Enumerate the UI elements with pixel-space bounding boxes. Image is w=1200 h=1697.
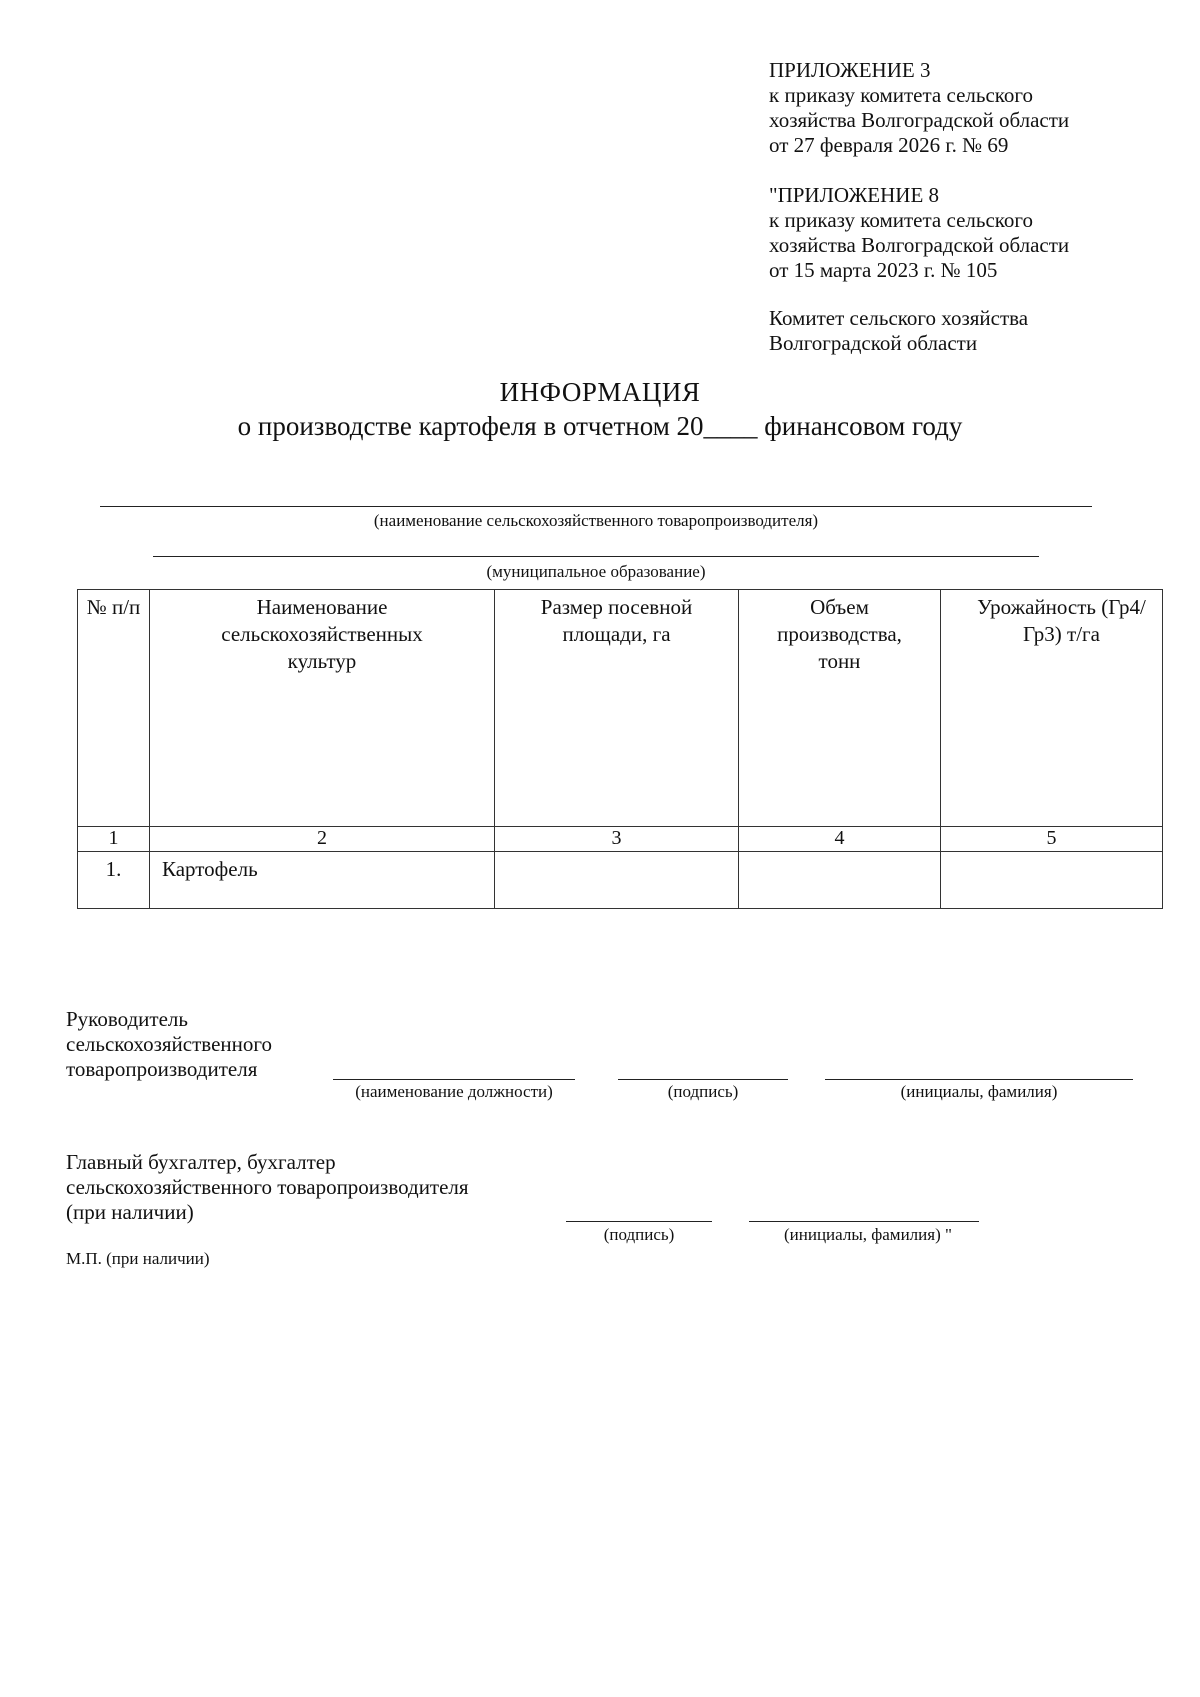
column-number: 5	[941, 827, 1163, 852]
appendix-3-block	[769, 58, 1069, 158]
table-header-row	[78, 590, 1163, 827]
addressee-line2: Волгоградской области	[769, 331, 978, 355]
row-sown-area-cell[interactable]	[495, 852, 739, 909]
municipality-caption: (муниципальное образование)	[486, 562, 706, 581]
accountant-label-line1: Главный бухгалтер, бухгалтер	[66, 1150, 336, 1174]
appendix-3-line1: к приказу комитета сельского	[769, 83, 1034, 107]
appendix-3-line3: от 27 февраля 2026 г. № 69	[769, 133, 1009, 157]
column-number: 3	[495, 827, 739, 852]
municipality-line	[153, 556, 1039, 557]
head-position-caption: (наименование должности)	[355, 1082, 553, 1101]
accountant-signature-label	[66, 1150, 469, 1225]
producer-name-line	[100, 506, 1092, 507]
accountant-signature-caption: (подпись)	[603, 1225, 675, 1244]
addressee-line1: Комитет сельского хозяйства	[769, 306, 1029, 330]
appendix-8-line3: от 15 марта 2023 г. № 105	[769, 258, 998, 282]
row-number: 1.	[78, 852, 150, 909]
accountant-label-line3: (при наличии)	[66, 1200, 194, 1224]
header-sown-area: Размер посевной площади, га	[495, 590, 739, 827]
appendix-8-title: "ПРИЛОЖЕНИЕ 8	[769, 183, 940, 207]
column-number: 2	[150, 827, 495, 852]
header-number: № п/п	[78, 590, 150, 827]
header-yield: Урожайность (Гр4/Гр3) т/га	[941, 590, 1163, 827]
report-table	[77, 589, 1163, 909]
head-name-caption: (инициалы, фамилия)	[900, 1082, 1058, 1101]
column-number-row	[78, 827, 1163, 852]
table-row	[78, 852, 1163, 909]
header-production-volume: Объем производства, тонн	[739, 590, 941, 827]
row-production-volume-cell[interactable]	[739, 852, 941, 909]
appendix-3-title: ПРИЛОЖЕНИЕ 3	[769, 58, 931, 82]
header-crop-name: Наименование сельскохозяйственных культур	[150, 590, 495, 827]
head-signature-line[interactable]	[618, 1079, 788, 1080]
appendix-3-line2: хозяйства Волгоградской области	[769, 108, 1070, 132]
head-label-line2: сельскохозяйственного	[66, 1032, 272, 1056]
column-number: 4	[739, 827, 941, 852]
document-title: ИНФОРМАЦИЯ	[499, 377, 701, 407]
row-yield-cell[interactable]	[941, 852, 1163, 909]
accountant-name-line[interactable]	[749, 1221, 979, 1222]
head-label-line3: товаропроизводителя	[66, 1057, 258, 1081]
head-signature-label	[66, 1007, 272, 1082]
addressee-block	[769, 306, 1028, 356]
column-number: 1	[78, 827, 150, 852]
accountant-label-line2: сельскохозяйственного товаропроизводителя	[66, 1175, 469, 1199]
head-position-line[interactable]	[333, 1079, 575, 1080]
producer-caption: (наименование сельскохозяйственного товаропроизводителя)	[373, 511, 819, 530]
head-name-line[interactable]	[825, 1079, 1133, 1080]
stamp-label: М.П. (при наличии)	[66, 1249, 210, 1268]
accountant-name-caption: (инициалы, фамилия) "	[784, 1225, 952, 1244]
row-crop-name: Картофель	[150, 852, 495, 909]
accountant-signature-line[interactable]	[566, 1221, 712, 1222]
head-label-line1: Руководитель	[66, 1007, 188, 1031]
appendix-8-line2: хозяйства Волгоградской области	[769, 233, 1070, 257]
appendix-8-block	[769, 183, 1069, 283]
document-subtitle: о производстве картофеля в отчетном 20____ финансовом году	[237, 411, 963, 441]
appendix-8-line1: к приказу комитета сельского	[769, 208, 1034, 232]
head-signature-caption: (подпись)	[667, 1082, 739, 1101]
